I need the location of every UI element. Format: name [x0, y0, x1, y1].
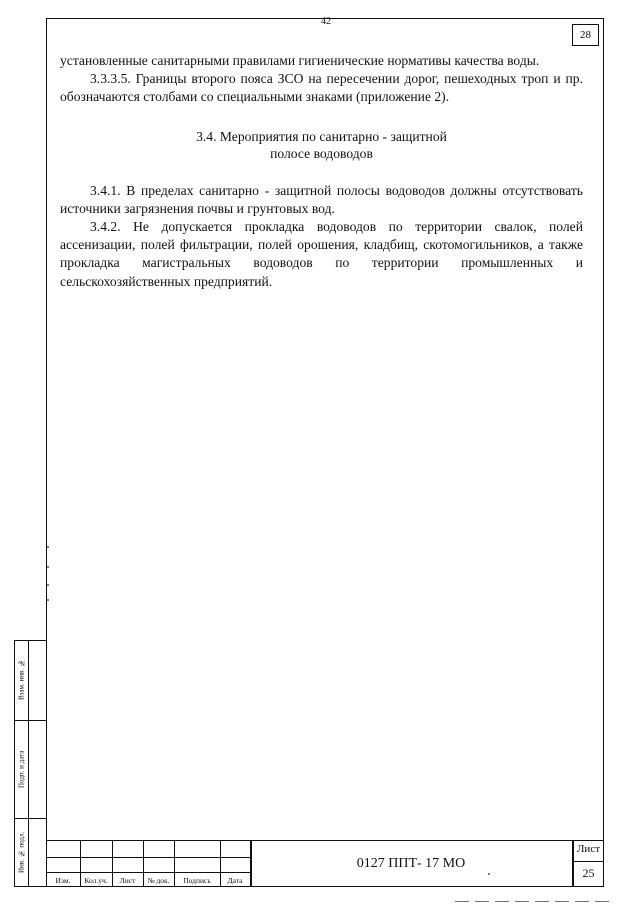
section-title [60, 128, 583, 162]
scan-dot [488, 873, 490, 875]
document-body [60, 52, 583, 291]
col-izm: Изм. [55, 875, 71, 885]
col-list: Лист [119, 875, 136, 885]
section-title-line-1: 3.4. Мероприятия по санитарно - защитной [196, 128, 447, 144]
sheet-number: 25 [582, 866, 595, 880]
col-n-dok: № док. [147, 875, 170, 885]
scan-dot [47, 566, 49, 568]
side-stamp-rule [14, 720, 46, 721]
scan-dot [47, 584, 49, 586]
side-label-podp-data: Подп. и дата [17, 750, 26, 788]
title-block-rule [572, 861, 604, 862]
col-data: Дата [227, 875, 243, 885]
corner-page-number: 28 [572, 24, 599, 46]
paragraph-3-4-1: 3.4.1. В пределах санитарно - защитной полосы водоводов должны отсутствовать источники загрязнения почвы и грунтовых вод. [60, 182, 583, 216]
document-code: 0127 ППТ- 17 МО [356, 856, 466, 871]
side-stamp-rule [14, 818, 46, 819]
side-label-vzam-inv: Взам. инв. № [17, 659, 26, 701]
col-kol-uch: Кол.уч. [84, 875, 108, 885]
side-label-inv-podl: Инв. № подл. [17, 831, 26, 874]
top-page-number: 42 [321, 16, 331, 27]
scan-dot [47, 546, 49, 548]
paragraph-1: установленные санитарными правилами гигиенические нормативы качества воды. [60, 53, 540, 68]
paragraph-3-4-2: 3.4.2. Не допускается прокладка водоводов по территории свалок, полей ассенизации, полей фильтрации, полей орошения, кладбищ, скотомогильников, а также прокладка магистральных водоводов по территории промышленных и сельскохозяйственных предприятий. [60, 219, 583, 289]
col-podpis: Подпись [183, 875, 211, 885]
scan-dot [47, 599, 49, 601]
paragraph-3-3-3-5: 3.3.3.5. Границы второго пояса ЗСО на пересечении дорог, пешеходных троп и пр. обозначаются столбами со специальными знаками (приложение 2). [60, 71, 583, 105]
scan-artifact-line [455, 901, 615, 902]
sheet-label: Лист [576, 843, 601, 855]
section-title-line-2: полосе водоводов [270, 145, 373, 161]
